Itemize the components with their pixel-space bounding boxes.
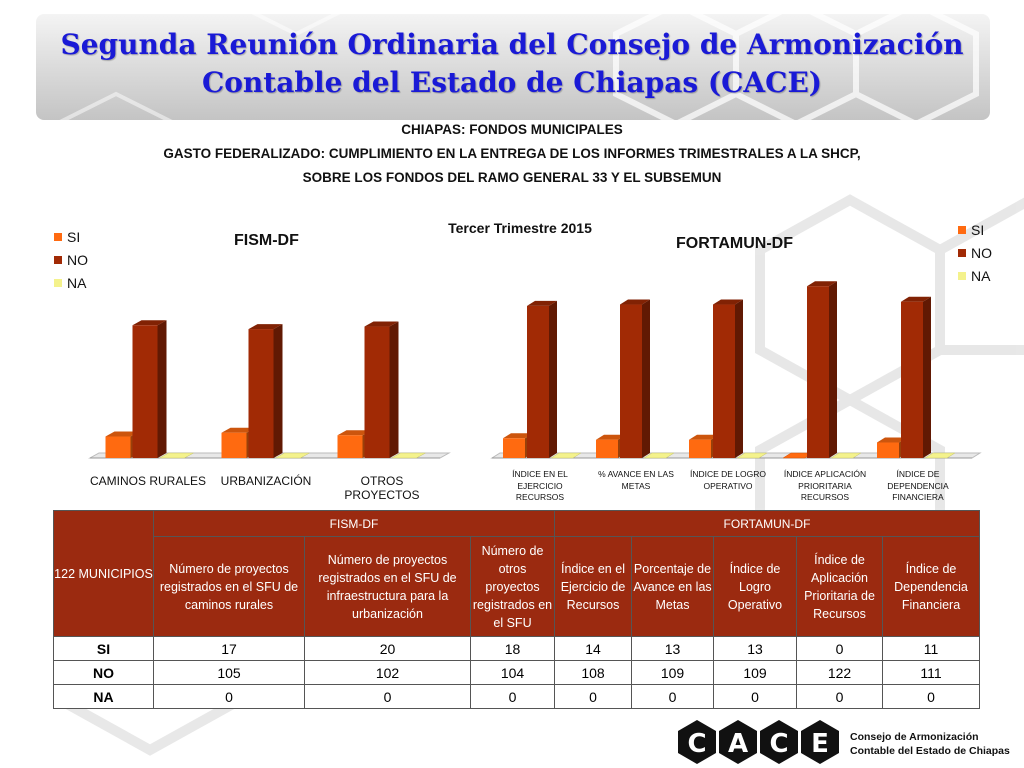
table-cell: 0 [797,685,883,709]
table-cell: 0 [883,685,980,709]
table-row [54,685,980,709]
table-cell: 14 [555,637,632,661]
table-cell: 0 [714,685,797,709]
table-header-cell: Número de proyectos registrados en el SFU de caminos rurales [154,537,305,637]
bar-no [249,329,274,458]
bar-no [527,306,549,458]
category-label: ÍNDICE DE LOGRO OPERATIVO [689,469,767,491]
bar-side-no [642,300,650,458]
table-cell: 18 [471,637,555,661]
row-label: SI [54,637,154,661]
table-cell: 122 [797,661,883,685]
period-label: Tercer Trimestre 2015 [448,220,592,236]
legend-label-si: SI [67,228,81,245]
bar-no [133,325,158,458]
bar-si [338,435,363,458]
table-cell: 17 [154,637,305,661]
bar-side-no [923,297,931,458]
legend-label-na: NA [971,267,991,284]
table-cell: 105 [154,661,305,685]
bar-si [106,437,131,458]
data-table [53,510,980,709]
bar-no [807,286,829,458]
legend-label-na: NA [67,274,87,291]
table-group-fism: FISM-DF [154,511,555,537]
logo-letter: E [811,729,829,759]
legend-label-si: SI [971,221,985,238]
table-row [54,661,980,685]
table-cell: 109 [632,661,714,685]
table-group-header-row [54,511,980,537]
subtitle-line1: CHIAPAS: FONDOS MUNICIPALES [401,122,623,137]
bar-side-no [735,300,743,458]
bar-no [901,302,923,458]
table-cell: 0 [471,685,555,709]
logo-letter: A [727,729,749,759]
table-cell: 20 [305,637,471,661]
legend-label-no: NO [971,244,992,261]
table-corner-label: 122 MUNICIPIOS [54,566,153,581]
slide-title-line1: Segunda Reunión Ordinaria del Consejo de Armonización [60,28,964,61]
legend-label-no: NO [67,251,88,268]
table-header-cell: Número de proyectos registrados en el SFU de infraestructura para la urbanización [305,537,471,637]
bar-side-no [829,281,837,458]
table-cell: 104 [471,661,555,685]
bar-no [620,305,642,458]
bar-side-no [549,301,557,458]
table-header-cell: Índice de Logro Operativo [714,537,797,637]
bar-no [713,305,735,458]
table-header-cell: Índice de Aplicación Prioritaria de Recursos [797,537,883,637]
table-cell: 0 [632,685,714,709]
table-row [54,637,980,661]
table-cell: 13 [714,637,797,661]
bar-si [689,440,711,458]
row-label: NO [54,661,154,685]
logo-letter: C [769,729,789,759]
bar-side-no [274,324,283,458]
table-cell: 11 [883,637,980,661]
slide-title-line2: Contable del Estado de Chiapas (CACE) [201,66,823,99]
table-cell: 102 [305,661,471,685]
table-cell: 111 [883,661,980,685]
logo-caption-line2: Contable del Estado de Chiapas [850,745,1010,757]
category-label: CAMINOS RURALES [89,474,207,488]
logo-caption-line1: Consejo de Armonización [850,731,979,743]
table-cell: 0 [555,685,632,709]
category-label: ÍNDICE APLICACIÓN PRIORITARIA RECURSOS [783,469,867,502]
bar-no [365,327,390,458]
table-header-row [54,537,980,637]
table-cell: 109 [714,661,797,685]
table-header-cell: Porcentaje de Avance en las Metas [632,537,714,637]
bar-si [596,440,618,458]
logo-letter: C [687,729,707,759]
subtitle-line3: SOBRE LOS FONDOS DEL RAMO GENERAL 33 Y EL SUBSEMUN [302,170,722,185]
category-label: OTROS PROYECTOS [344,474,420,502]
bar-side-no [390,322,399,458]
chart-title-fortamun: FORTAMUN-DF [676,235,794,252]
cace-logo [676,718,842,768]
table-group-fortamun: FORTAMUN-DF [555,511,980,537]
category-label: URBANIZACIÓN [220,474,312,488]
category-label: ÍNDICE DE DEPENDENCIA FINANCIERA [887,469,949,502]
table-header-cell: Índice en el Ejercicio de Recursos [555,537,632,637]
row-label: NA [54,685,154,709]
chart-title-fism: FISM-DF [234,232,299,249]
table-cell: 0 [154,685,305,709]
table-header-cell: Índice de Dependencia Financiera [883,537,980,637]
table-corner-cell [54,511,154,637]
category-label: ÍNDICE EN EL EJERCICIO RECURSOS [512,469,568,502]
table-cell: 108 [555,661,632,685]
subtitle-line2: GASTO FEDERALIZADO: CUMPLIMIENTO EN LA ENTREGA DE LOS INFORMES TRIMESTRALES A LA SHCP, [163,146,861,161]
table-cell: 0 [797,637,883,661]
bar-si [222,433,247,458]
bar-si [503,438,525,458]
table-cell: 13 [632,637,714,661]
table-header-cell: Número de otros proyectos registrados en el SFU [471,537,555,637]
table-cell: 0 [305,685,471,709]
bar-si [877,443,899,458]
bar-side-no [158,320,167,458]
logo-caption [850,730,1010,758]
category-label: % AVANCE EN LAS METAS [598,469,674,491]
